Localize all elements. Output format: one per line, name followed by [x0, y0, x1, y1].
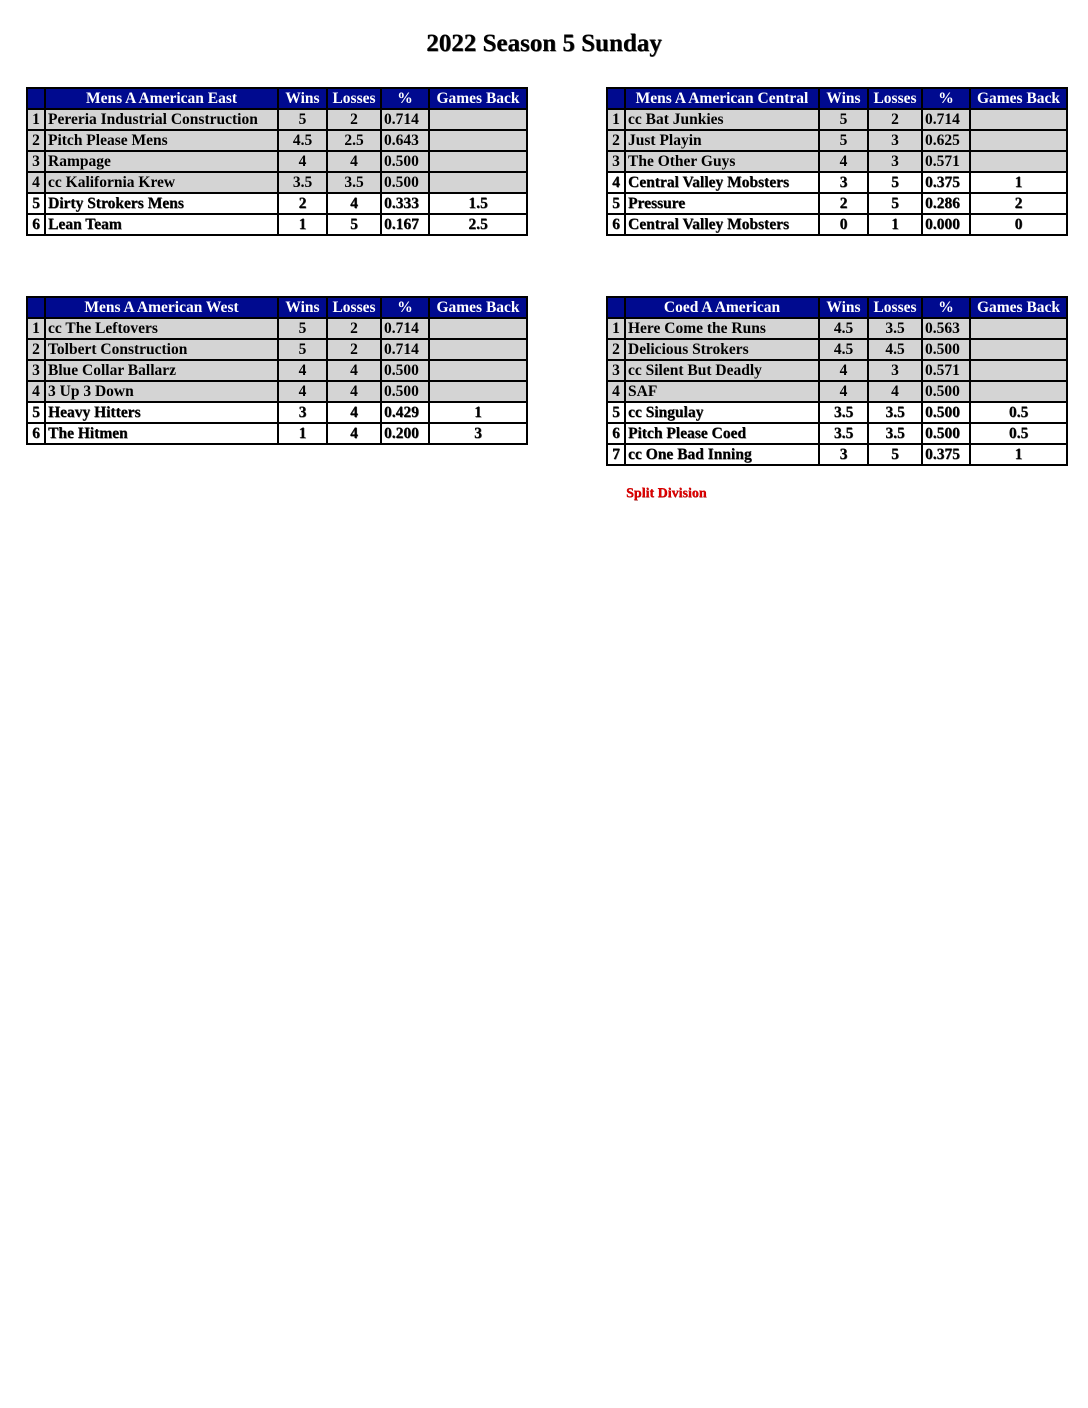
- games-back-cell: [970, 381, 1067, 402]
- pct-cell: 0.500: [922, 423, 970, 444]
- table-row: [607, 339, 1067, 360]
- team-cell: cc One Bad Inning: [625, 444, 819, 465]
- table-row: [607, 151, 1067, 172]
- wins-cell: 4.5: [819, 339, 868, 360]
- rank-cell: 2: [27, 130, 45, 151]
- losses-cell: 3: [868, 130, 922, 151]
- rank-cell: 3: [607, 151, 625, 172]
- pct-cell: 0.563: [922, 318, 970, 339]
- rank-header: [607, 88, 625, 109]
- team-cell: Pereria Industrial Construction: [45, 109, 278, 130]
- losses-cell: 3.5: [868, 318, 922, 339]
- table-header-row: [27, 297, 527, 318]
- wins-cell: 4: [278, 381, 327, 402]
- pct-cell: 0.500: [381, 172, 429, 193]
- table-row: [27, 360, 527, 381]
- rank-cell: 2: [607, 130, 625, 151]
- losses-cell: 4: [327, 193, 381, 214]
- wins-cell: 4: [278, 360, 327, 381]
- rank-cell: 3: [27, 360, 45, 381]
- rank-header: [607, 297, 625, 318]
- wins-header: Wins: [278, 88, 327, 109]
- games-back-cell: [429, 172, 527, 193]
- wins-cell: 3.5: [278, 172, 327, 193]
- losses-cell: 3.5: [327, 172, 381, 193]
- table-row: [607, 381, 1067, 402]
- wins-cell: 4: [278, 151, 327, 172]
- losses-cell: 3.5: [868, 423, 922, 444]
- table-row: [27, 193, 527, 214]
- games-back-cell: [429, 360, 527, 381]
- team-cell: cc Kalifornia Krew: [45, 172, 278, 193]
- pct-cell: 0.500: [922, 339, 970, 360]
- division-name: Mens A American Central: [625, 88, 819, 109]
- rank-cell: 4: [27, 172, 45, 193]
- rank-cell: 2: [607, 339, 625, 360]
- rank-cell: 6: [27, 214, 45, 235]
- losses-cell: 5: [868, 172, 922, 193]
- rank-cell: 5: [607, 402, 625, 423]
- team-cell: Tolbert Construction: [45, 339, 278, 360]
- wins-cell: 5: [819, 109, 868, 130]
- pct-cell: 0.625: [922, 130, 970, 151]
- table-header-row: [607, 297, 1067, 318]
- rank-cell: 6: [27, 423, 45, 444]
- pct-cell: 0.643: [381, 130, 429, 151]
- table-row: [27, 172, 527, 193]
- games-back-cell: [970, 151, 1067, 172]
- wins-header: Wins: [819, 88, 868, 109]
- rank-cell: 6: [607, 214, 625, 235]
- games-back-cell: 1: [970, 172, 1067, 193]
- games-back-header: Games Back: [429, 297, 527, 318]
- games-back-cell: 0: [970, 214, 1067, 235]
- losses-cell: 5: [868, 444, 922, 465]
- games-back-cell: [429, 318, 527, 339]
- losses-cell: 4: [327, 151, 381, 172]
- pct-header: %: [381, 297, 429, 318]
- team-cell: Lean Team: [45, 214, 278, 235]
- wins-cell: 2: [278, 193, 327, 214]
- table-row: [607, 423, 1067, 444]
- pct-cell: 0.000: [922, 214, 970, 235]
- pct-cell: 0.500: [381, 381, 429, 402]
- wins-cell: 4: [819, 360, 868, 381]
- table-row: [27, 381, 527, 402]
- pct-cell: 0.714: [922, 109, 970, 130]
- wins-cell: 3: [819, 444, 868, 465]
- wins-cell: 5: [278, 339, 327, 360]
- wins-cell: 4: [819, 151, 868, 172]
- team-cell: Here Come the Runs: [625, 318, 819, 339]
- games-back-cell: [429, 339, 527, 360]
- split-division-note: Split Division: [626, 486, 707, 501]
- losses-cell: 4: [327, 402, 381, 423]
- rank-cell: 4: [607, 381, 625, 402]
- team-cell: cc Silent But Deadly: [625, 360, 819, 381]
- pct-cell: 0.714: [381, 318, 429, 339]
- table-row: [27, 402, 527, 423]
- games-back-cell: [970, 360, 1067, 381]
- team-cell: Pitch Please Mens: [45, 130, 278, 151]
- games-back-cell: 0.5: [970, 423, 1067, 444]
- losses-cell: 3: [868, 151, 922, 172]
- pct-cell: 0.571: [922, 360, 970, 381]
- division-name: Coed A American: [625, 297, 819, 318]
- losses-header: Losses: [868, 88, 922, 109]
- standings-table-mens-a-american-east: [26, 87, 528, 236]
- losses-cell: 2: [868, 109, 922, 130]
- losses-cell: 2: [327, 109, 381, 130]
- team-cell: 3 Up 3 Down: [45, 381, 278, 402]
- standings-table-mens-a-american-central: [606, 87, 1068, 236]
- wins-cell: 1: [278, 214, 327, 235]
- pct-cell: 0.375: [922, 444, 970, 465]
- table-row: [607, 172, 1067, 193]
- table-header-row: [27, 88, 527, 109]
- wins-cell: 4: [819, 381, 868, 402]
- losses-cell: 2.5: [327, 130, 381, 151]
- table-row: [27, 130, 527, 151]
- division-name: Mens A American East: [45, 88, 278, 109]
- games-back-cell: [429, 130, 527, 151]
- games-back-header: Games Back: [970, 88, 1067, 109]
- team-cell: The Other Guys: [625, 151, 819, 172]
- pct-header: %: [922, 297, 970, 318]
- pct-header: %: [922, 88, 970, 109]
- standings-table-mens-a-american-west: [26, 296, 528, 445]
- losses-cell: 2: [327, 339, 381, 360]
- rank-cell: 1: [607, 109, 625, 130]
- losses-cell: 4: [327, 381, 381, 402]
- wins-cell: 5: [819, 130, 868, 151]
- wins-cell: 5: [278, 318, 327, 339]
- rank-cell: 3: [607, 360, 625, 381]
- wins-cell: 0: [819, 214, 868, 235]
- games-back-cell: [429, 151, 527, 172]
- games-back-cell: [970, 318, 1067, 339]
- pct-cell: 0.500: [922, 402, 970, 423]
- rank-cell: 1: [27, 318, 45, 339]
- pct-cell: 0.714: [381, 109, 429, 130]
- losses-cell: 5: [868, 193, 922, 214]
- rank-header: [27, 88, 45, 109]
- team-cell: Pressure: [625, 193, 819, 214]
- table-row: [607, 109, 1067, 130]
- pct-cell: 0.167: [381, 214, 429, 235]
- losses-cell: 4.5: [868, 339, 922, 360]
- rank-cell: 4: [27, 381, 45, 402]
- rank-cell: 5: [607, 193, 625, 214]
- pct-cell: 0.429: [381, 402, 429, 423]
- wins-cell: 3: [819, 172, 868, 193]
- wins-cell: 2: [819, 193, 868, 214]
- losses-header: Losses: [327, 297, 381, 318]
- table-row: [607, 318, 1067, 339]
- games-back-cell: 1: [429, 402, 527, 423]
- table-row: [27, 151, 527, 172]
- losses-cell: 1: [868, 214, 922, 235]
- games-back-cell: 1: [970, 444, 1067, 465]
- games-back-cell: 2: [970, 193, 1067, 214]
- team-cell: Dirty Strokers Mens: [45, 193, 278, 214]
- wins-cell: 4.5: [278, 130, 327, 151]
- losses-cell: 5: [327, 214, 381, 235]
- pct-cell: 0.571: [922, 151, 970, 172]
- losses-header: Losses: [868, 297, 922, 318]
- games-back-cell: 0.5: [970, 402, 1067, 423]
- losses-cell: 4: [327, 360, 381, 381]
- wins-cell: 3.5: [819, 423, 868, 444]
- wins-cell: 5: [278, 109, 327, 130]
- rank-cell: 1: [27, 109, 45, 130]
- pct-cell: 0.200: [381, 423, 429, 444]
- rank-cell: 3: [27, 151, 45, 172]
- division-name: Mens A American West: [45, 297, 278, 318]
- table-row: [607, 360, 1067, 381]
- table-row: [27, 318, 527, 339]
- games-back-header: Games Back: [970, 297, 1067, 318]
- wins-cell: 1: [278, 423, 327, 444]
- team-cell: cc Bat Junkies: [625, 109, 819, 130]
- pct-cell: 0.500: [922, 381, 970, 402]
- games-back-cell: 3: [429, 423, 527, 444]
- wins-cell: 3.5: [819, 402, 868, 423]
- table-row: [607, 402, 1067, 423]
- rank-cell: 5: [27, 193, 45, 214]
- wins-header: Wins: [278, 297, 327, 318]
- games-back-cell: [970, 130, 1067, 151]
- pct-cell: 0.333: [381, 193, 429, 214]
- losses-cell: 3.5: [868, 402, 922, 423]
- rank-cell: 5: [27, 402, 45, 423]
- rank-cell: 2: [27, 339, 45, 360]
- losses-cell: 4: [327, 423, 381, 444]
- rank-header: [27, 297, 45, 318]
- team-cell: The Hitmen: [45, 423, 278, 444]
- team-cell: cc The Leftovers: [45, 318, 278, 339]
- games-back-cell: [429, 381, 527, 402]
- rank-cell: 1: [607, 318, 625, 339]
- table-row: [27, 109, 527, 130]
- table-row: [607, 130, 1067, 151]
- games-back-cell: [970, 109, 1067, 130]
- rank-cell: 7: [607, 444, 625, 465]
- wins-cell: 4.5: [819, 318, 868, 339]
- standings-table-coed-a-american: [606, 296, 1068, 466]
- losses-cell: 4: [868, 381, 922, 402]
- team-cell: Central Valley Mobsters: [625, 172, 819, 193]
- pct-cell: 0.500: [381, 360, 429, 381]
- table-row: [27, 423, 527, 444]
- team-cell: Central Valley Mobsters: [625, 214, 819, 235]
- team-cell: cc Singulay: [625, 402, 819, 423]
- team-cell: Heavy Hitters: [45, 402, 278, 423]
- team-cell: Pitch Please Coed: [625, 423, 819, 444]
- games-back-cell: 1.5: [429, 193, 527, 214]
- games-back-cell: [429, 109, 527, 130]
- page-title: 2022 Season 5 Sunday: [426, 30, 662, 57]
- table-row: [607, 444, 1067, 465]
- wins-header: Wins: [819, 297, 868, 318]
- team-cell: Blue Collar Ballarz: [45, 360, 278, 381]
- team-cell: Delicious Strokers: [625, 339, 819, 360]
- wins-cell: 3: [278, 402, 327, 423]
- games-back-cell: [970, 339, 1067, 360]
- table-row: [607, 193, 1067, 214]
- rank-cell: 6: [607, 423, 625, 444]
- table-row: [27, 339, 527, 360]
- team-cell: SAF: [625, 381, 819, 402]
- pct-cell: 0.714: [381, 339, 429, 360]
- table-header-row: [607, 88, 1067, 109]
- losses-cell: 2: [327, 318, 381, 339]
- losses-cell: 3: [868, 360, 922, 381]
- pct-header: %: [381, 88, 429, 109]
- table-row: [607, 214, 1067, 235]
- rank-cell: 4: [607, 172, 625, 193]
- team-cell: Rampage: [45, 151, 278, 172]
- pct-cell: 0.375: [922, 172, 970, 193]
- games-back-cell: 2.5: [429, 214, 527, 235]
- pct-cell: 0.286: [922, 193, 970, 214]
- losses-header: Losses: [327, 88, 381, 109]
- team-cell: Just Playin: [625, 130, 819, 151]
- table-row: [27, 214, 527, 235]
- pct-cell: 0.500: [381, 151, 429, 172]
- games-back-header: Games Back: [429, 88, 527, 109]
